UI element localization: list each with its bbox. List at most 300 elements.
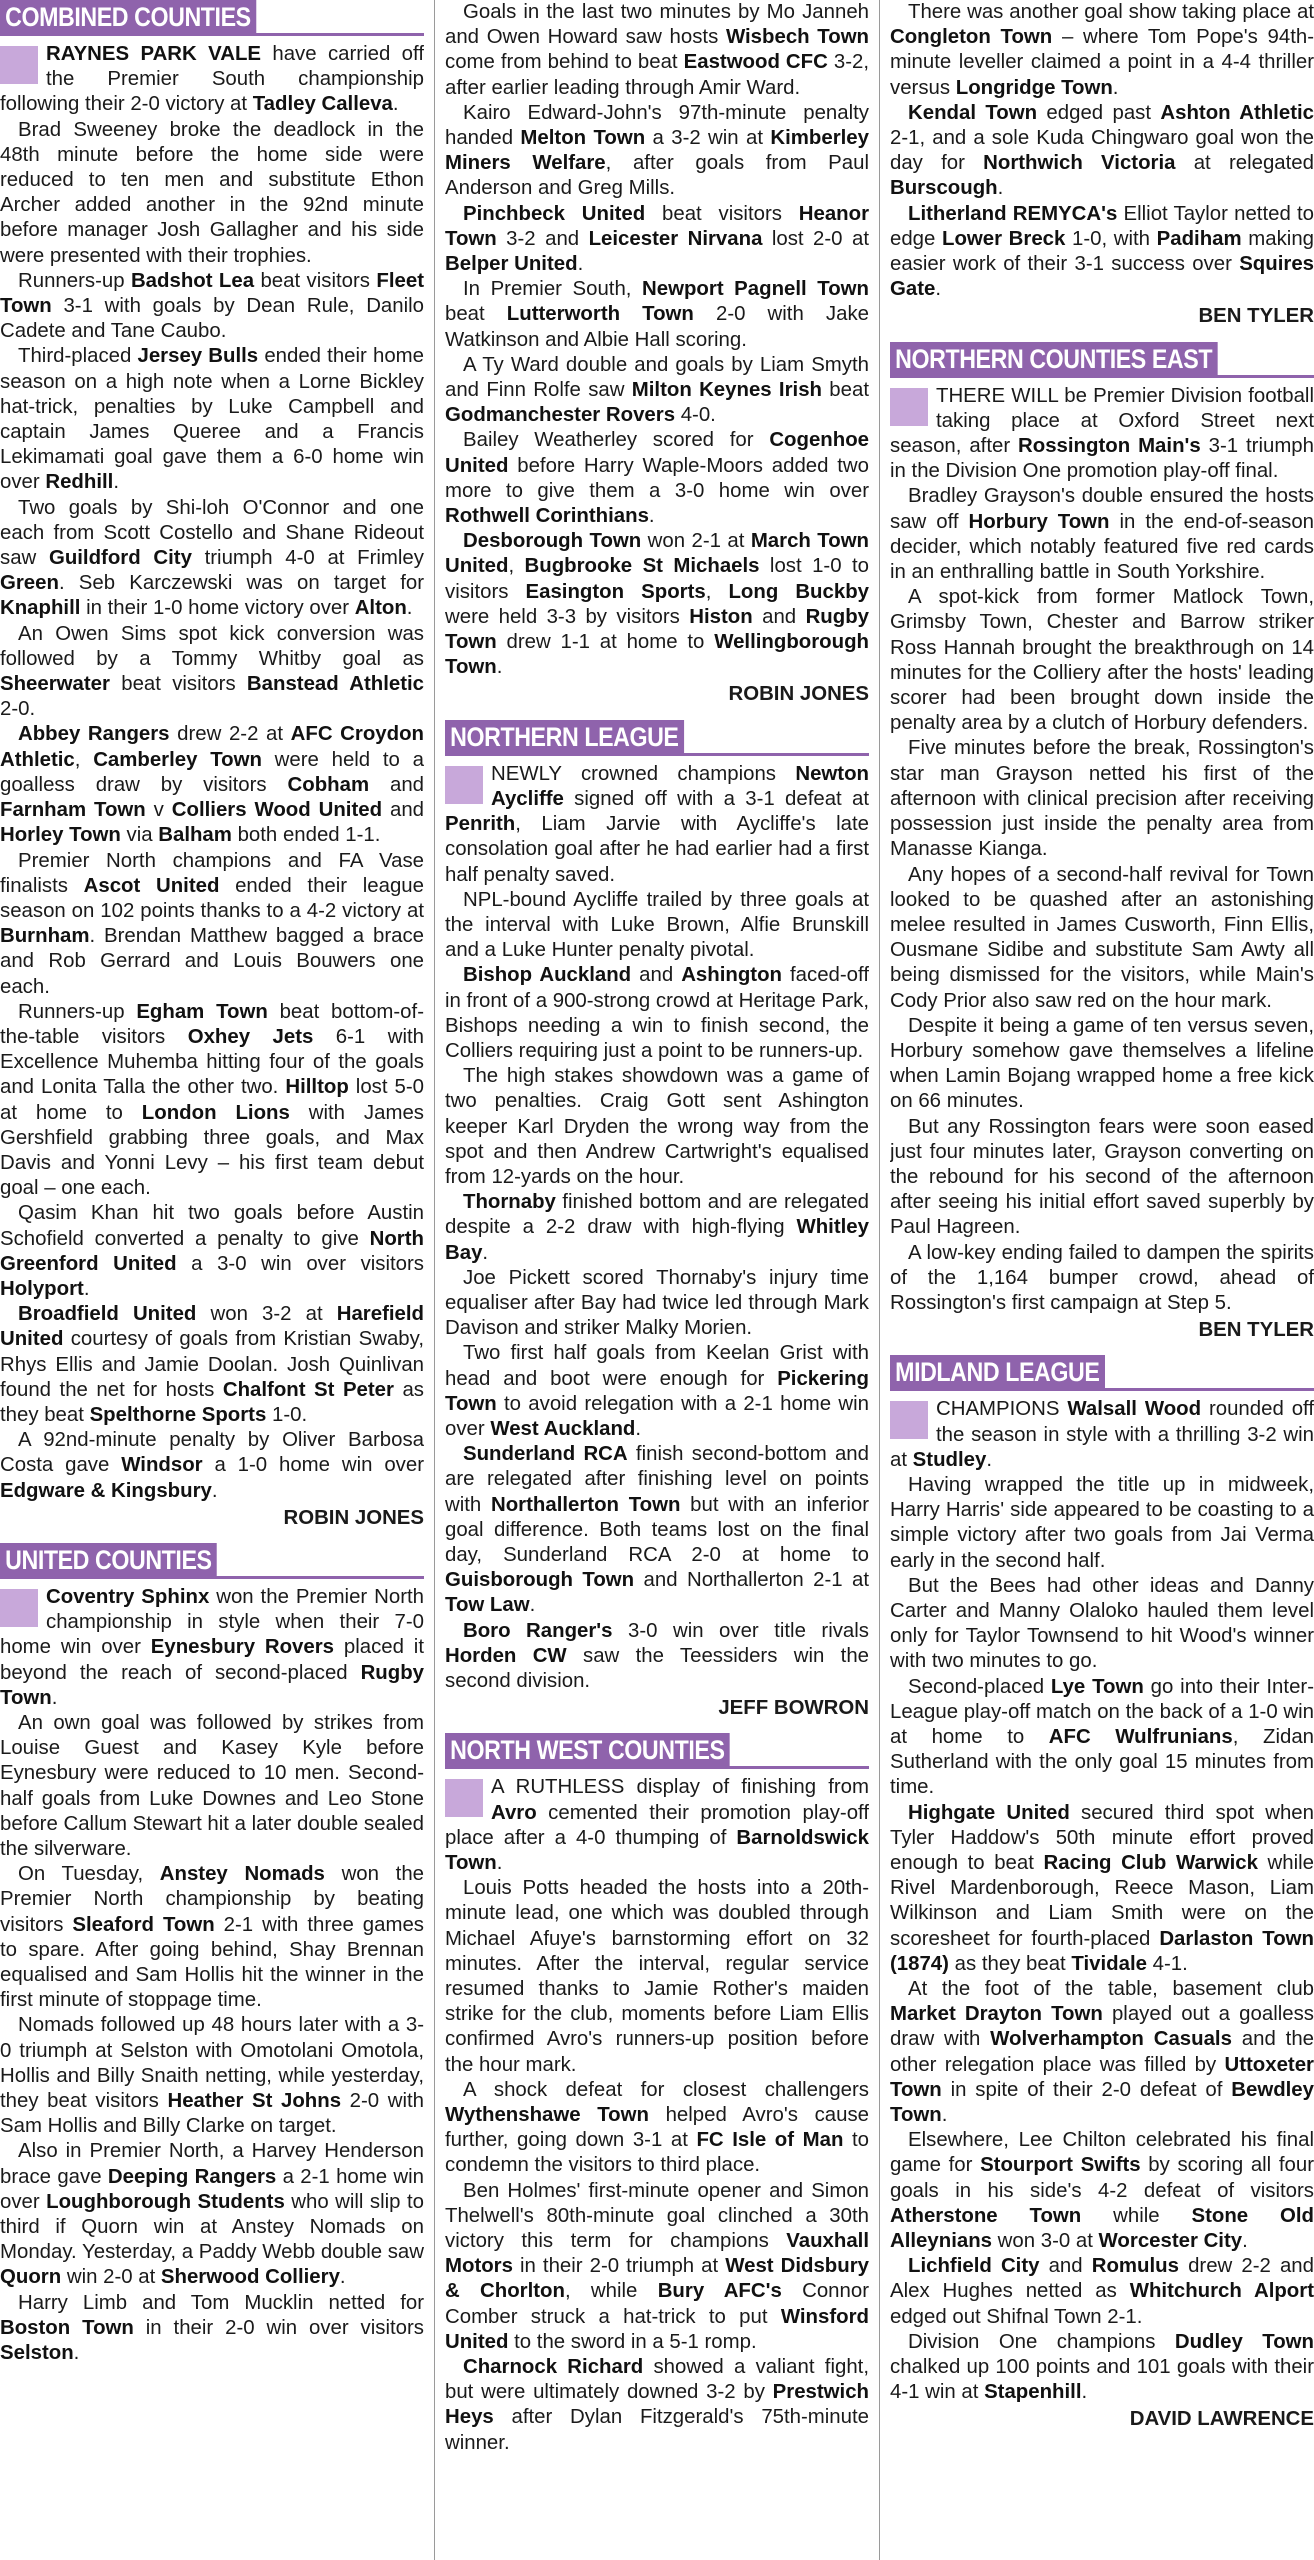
team-name: Tow Law — [445, 1594, 530, 1617]
team-name: Sleaford Town — [72, 1913, 215, 1936]
text-run: 2-0 with Sam Hollis and Billy Clarke on target. — [0, 2090, 424, 2138]
team-name: Balham — [158, 824, 232, 847]
text-run: 4-0. — [675, 404, 716, 427]
team-name: Heather St Johns — [167, 2090, 342, 2113]
team-name: Newton Aycliffe — [491, 762, 869, 810]
paragraph — [0, 2013, 424, 2139]
team-name: Wellingborough Town — [445, 631, 869, 679]
team-name: Easington Sports — [525, 580, 706, 603]
text-run: In Premier South, — [463, 278, 643, 301]
text-run: and Northallerton 2-1 at — [634, 1569, 869, 1592]
text-run: A shock defeat for closest challengers — [463, 2078, 869, 2101]
team-name: Leicester Nirvana — [588, 227, 763, 250]
team-name: Pickering Town — [445, 1367, 869, 1415]
paragraph — [890, 202, 1314, 303]
team-name: Loughborough Students — [46, 2190, 285, 2213]
team-name: Pinchbeck United — [463, 202, 646, 225]
paragraph — [890, 1115, 1314, 1241]
team-name: Histon — [689, 605, 753, 628]
team-name: Green — [0, 572, 59, 595]
text-run: 2-1, and a sole Kuda Chingwaro goal won the day for — [890, 127, 1314, 175]
text-run: . — [1112, 76, 1119, 99]
text-run: Louis Potts headed the hosts into a 20th-minute lead, one which was doubled through Michael Afuye's barnstorming effort on 32 minutes. After the interval, regular service resumed thanks to Jamie Rother's maiden strike for the club, moments before Liam Ellis confirmed Avro's runners-up position before the hour mark. — [445, 1877, 869, 2076]
team-name: March Town United — [445, 530, 869, 578]
paragraph — [0, 722, 424, 848]
team-name: Whitley Bay — [445, 1216, 869, 1264]
team-name: Windsor — [121, 1454, 203, 1477]
paragraph — [890, 2254, 1314, 2330]
text-run: . — [1242, 2230, 1248, 2253]
text-run: Runners-up — [18, 1000, 137, 1023]
heading-rule — [445, 1766, 869, 1769]
paragraph — [0, 849, 424, 1000]
text-run: who will slip to third if Quorn win at Anstey Nomads on Monday. Yesterday, a Paddy Webb double saw — [0, 2190, 424, 2264]
team-name: Guisborough Town — [445, 1569, 635, 1592]
team-name: Bishop Auckland — [463, 964, 632, 987]
team-name: Stapenhill — [984, 2381, 1082, 2404]
text-run: faced-off in front of a 900-strong crowd at Heritage Park, Bishops needing a win to finish second, the Colliers requiring just a point to be runners-up. — [445, 964, 869, 1062]
team-name: Lye Town — [1050, 1675, 1144, 1698]
text-run: . Seb Karczewski was on target for — [58, 572, 424, 595]
text-run: Having wrapped the title up in midweek, Harry Harris' side appeared to be coasting to a simple victory after two goals from Jai Verma early in the second half. — [890, 1473, 1314, 1572]
text-run: Also in Premier North, a Harvey Henderson brace gave — [0, 2140, 424, 2188]
team-name: Oxhey Jets — [187, 1025, 314, 1048]
team-name: Padiham — [1156, 227, 1242, 250]
text-run: Goals in the last two minutes by Mo Janneh and Owen Howard saw hosts — [445, 1, 869, 49]
team-name: Atherstone Town — [890, 2204, 1082, 2227]
team-name: Ashton Athletic — [1160, 101, 1314, 124]
text-run: An own goal was followed by strikes from Louise Guest and Kasey Kyle before Eynesbury were reduced to 10 men. Second-half goals from Luke Downes and Leo Stone before Callum Stewart hit a later double sealed the silverware. — [0, 1712, 424, 1861]
team-name: Edgware & Kingsbury — [0, 1479, 212, 1502]
team-name: Cogenhoe United — [445, 429, 869, 477]
text-run: lost 1-0 to visitors — [445, 555, 869, 603]
article-body — [445, 762, 869, 1695]
team-name: Prestwich Heys — [445, 2381, 869, 2429]
text-run: v — [145, 799, 172, 822]
team-name: Alton — [354, 597, 407, 620]
team-name: Rugby Town — [0, 1661, 424, 1709]
text-run: but with an inferior goal difference. Both teams lost on the final day, Sunderland RCA 2-0 at home to — [445, 1493, 869, 1566]
team-name: Belper United — [445, 253, 578, 276]
section-title: COMBINED COUNTIES — [0, 0, 256, 34]
text-run: At the foot of the table, basement club — [908, 1978, 1314, 2001]
text-run: won 2-1 at — [641, 530, 751, 553]
paragraph — [0, 1000, 424, 1202]
team-name: Hilltop — [285, 1076, 349, 1099]
paragraph — [445, 101, 869, 202]
text-run: . — [482, 1241, 489, 1264]
article-body — [890, 0, 1314, 302]
team-name: Squires Gate — [890, 253, 1314, 301]
text-run: , Liam Jarvie with Aycliffe's late consolation goal after he had earlier had a first half penalty saved. — [445, 813, 869, 886]
heading-rule — [0, 33, 424, 36]
paragraph — [890, 863, 1314, 1014]
team-name: Kendal Town — [908, 101, 1038, 124]
north-west-counties-continued — [890, 0, 1314, 330]
paragraph — [890, 384, 1314, 485]
drop-cap-block — [445, 766, 483, 804]
article-body — [0, 1585, 424, 2366]
article-body — [445, 0, 869, 680]
drop-cap-block — [890, 1401, 928, 1439]
byline: JEFF BOWRON — [718, 1697, 869, 1720]
team-name: Winsford United — [445, 2305, 869, 2353]
team-name: Lower Breck — [942, 227, 1066, 250]
text-run: to avoid relegation with a 2-1 home win over — [445, 1392, 869, 1440]
paragraph — [0, 1711, 424, 1862]
team-name: Litherland REMYCA's — [908, 202, 1118, 225]
text-run: triumph 4-0 at Frimley — [191, 547, 424, 570]
text-run: won the Premier North championship in style when their 7-0 home win over — [0, 1585, 424, 1659]
team-name: Burnham — [0, 925, 90, 948]
paragraph — [890, 1977, 1314, 2128]
team-name: Vauxhall Motors — [445, 2230, 869, 2278]
byline: DAVID LAWRENCE — [1129, 2408, 1314, 2431]
team-name: AFC Croydon Athletic — [0, 723, 424, 771]
text-run: Despite it being a game of ten versus seven, Horbury somehow gave themselves a lifeline when Lamin Bojang wrapped home a free kick on 66 minutes. — [890, 1014, 1314, 1113]
text-run: 3-1 triumph in the Division One promotion play-off final. — [890, 435, 1314, 483]
team-name: Bury AFC's — [657, 2280, 782, 2303]
text-run: , — [508, 555, 525, 578]
text-run: finished bottom and are relegated despite a 2-2 draw with high-flying — [445, 1191, 869, 1239]
text-run: . — [496, 1852, 503, 1875]
text-run: won 3-2 at — [196, 1303, 337, 1326]
text-run: as they beat — [0, 1378, 424, 1426]
team-name: Rossington Main's — [1018, 435, 1201, 458]
text-run: Third-placed — [18, 345, 138, 368]
team-name: West Didsbury & Chorlton — [445, 2255, 869, 2303]
team-name: Northwich Victoria — [983, 152, 1176, 175]
paragraph — [445, 1876, 869, 2078]
text-run: A low-key ending failed to dampen the spirits of the 1,164 bumper crowd, ahead of Rossington's first campaign at Step 5. — [890, 1241, 1314, 1314]
north-west-counties-section — [445, 1733, 869, 2455]
team-name: Farnham Town — [0, 799, 146, 822]
team-name: Barnoldswick Town — [445, 1826, 869, 1875]
section-title: NORTHERN COUNTIES EAST — [890, 342, 1217, 376]
team-name: North Greenford United — [0, 1227, 424, 1275]
text-run: 2-0 with Jake Watkinson and Albie Hall scoring. — [445, 303, 869, 351]
team-name: Walsall Wood — [1067, 1398, 1202, 1421]
paragraph — [445, 888, 869, 964]
text-run: drew 1-1 at home to — [496, 631, 715, 654]
section-heading — [890, 342, 1314, 378]
team-name: RAYNES PARK VALE — [46, 43, 261, 65]
team-name: Egham Town — [136, 1000, 268, 1023]
team-name: Melton Town — [520, 127, 646, 150]
team-name: Cobham — [287, 773, 370, 796]
team-name: Stone Old Alleynians — [890, 2204, 1314, 2253]
text-run: drew 2-2 at — [169, 723, 291, 746]
paragraph — [890, 585, 1314, 736]
text-run: were held to a goalless draw by visitors — [0, 748, 424, 796]
text-run: 1-0. — [266, 1403, 308, 1426]
paragraph — [445, 1775, 869, 1876]
text-run: A RUTHLESS display of finishing from — [491, 1776, 869, 1799]
midland-league-section — [890, 1355, 1314, 2432]
paragraph — [445, 762, 869, 888]
paragraph — [890, 484, 1314, 585]
text-run: have carried off the Premier South championship following their 2-0 victory at — [0, 43, 424, 116]
team-name: Long Buckby — [728, 580, 869, 603]
team-name: Ashington — [681, 964, 782, 987]
text-run: Bradley Grayson's double ensured the hosts saw off — [890, 485, 1314, 533]
team-name: Rugby Town — [445, 605, 869, 654]
team-name: Market Drayton Town — [890, 2003, 1103, 2026]
team-name: Spelthorne Sports — [89, 1403, 267, 1426]
team-name: Longridge Town — [955, 76, 1113, 99]
text-run: Harry Limb and Tom Mucklin netted for — [18, 2291, 424, 2314]
text-run: 3-0 win over title rivals — [612, 1619, 869, 1642]
team-name: Desborough Town — [463, 530, 642, 553]
text-run: making easier work of their 3-1 success over — [890, 227, 1314, 276]
text-run: come from behind to beat — [445, 51, 684, 74]
text-run: before Harry Waple-Moors added two more to give them a 3-0 home win over — [445, 454, 869, 502]
team-name: Tividale — [1071, 1952, 1147, 1975]
team-name: Newport Pagnell Town — [642, 278, 869, 301]
text-run: . — [496, 656, 503, 679]
team-name: Godmanchester Rovers — [445, 404, 676, 427]
paragraph — [0, 496, 424, 622]
text-run: win 2-0 at — [61, 2266, 161, 2289]
team-name: Highgate United — [908, 1801, 1070, 1824]
text-run: , while — [564, 2280, 658, 2303]
text-run: ended their home season on a high note when a Lorne Bickley hat-trick, penalties by Luke Campbell and captain James Queree and a Francis Lekimamati goal gave them a 6-0 home win over — [0, 345, 424, 494]
text-run: . — [529, 1594, 536, 1617]
text-run: secured third spot when Tyler Haddow's 50th minute effort proved enough to beat — [890, 1801, 1314, 1875]
text-run: beat visitors — [254, 269, 377, 292]
text-run: On Tuesday, — [18, 1863, 160, 1886]
team-name: Thornaby — [463, 1191, 556, 1214]
team-name: Avro — [491, 1801, 537, 1824]
team-name: Darlaston Town (1874) — [890, 1927, 1314, 1975]
text-run: to the sword in a 5-1 romp. — [508, 2330, 757, 2353]
article-body — [890, 1397, 1314, 2405]
text-run: edged out Shifnal Town 2-1. — [890, 2305, 1143, 2328]
team-name: AFC Wulfrunians — [1048, 1726, 1233, 1748]
text-run: , after goals from Paul Anderson and Greg Mills. — [445, 152, 869, 200]
section-heading — [445, 1733, 869, 1769]
text-run: via — [120, 824, 159, 847]
paragraph — [445, 1341, 869, 1442]
text-run: . — [941, 2104, 948, 2127]
team-name: Wisbech Town — [725, 26, 869, 49]
section-heading — [445, 720, 869, 756]
paragraph — [890, 1473, 1314, 1574]
paragraph — [890, 2128, 1314, 2254]
text-run: Division One champions — [908, 2330, 1175, 2353]
team-name: Eastwood CFC — [683, 51, 828, 74]
paragraph — [445, 202, 869, 278]
paragraph — [890, 1675, 1314, 1801]
team-name: Anstey Nomads — [159, 1863, 325, 1886]
text-run: 4-1. — [1146, 1952, 1188, 1975]
text-run: Qasim Khan hit two goals before Austin Schofield converted a penalty to give — [0, 1202, 424, 1250]
text-run: placed it beyond the reach of second-placed — [0, 1636, 424, 1684]
byline: BEN TYLER — [1198, 1319, 1314, 1342]
column-2 — [445, 0, 869, 2560]
paragraph — [0, 42, 424, 118]
team-name: Sherwood Colliery — [160, 2266, 340, 2289]
text-run: in their 2-0 win over visitors — [133, 2316, 424, 2339]
text-run: Bailey Weatherley scored for — [463, 429, 770, 452]
paragraph — [445, 2355, 869, 2456]
team-name: Penrith — [445, 813, 516, 836]
drop-cap-block — [0, 46, 38, 84]
team-name: Heanor Town — [445, 202, 869, 250]
text-run: as they beat — [948, 1952, 1072, 1975]
text-run: But any Rossington fears were soon eased just four minutes later, Grayson converting on the rebound for his second of the afternoon after seeing his initial effort saved superbly by Paul Hagreen. — [890, 1115, 1314, 1239]
team-name: Tadley Calleva — [252, 93, 393, 116]
text-run: beat bottom-of-the-table visitors — [0, 1000, 424, 1048]
team-name: Lichfield City — [908, 2255, 1040, 2278]
text-run: beat — [822, 379, 869, 402]
text-run: . — [635, 1417, 642, 1440]
text-run: . — [339, 2266, 346, 2289]
paragraph — [445, 1266, 869, 1342]
text-run: . — [51, 1686, 58, 1709]
team-name: Whitchurch Alport — [1129, 2280, 1314, 2303]
paragraph — [445, 277, 869, 353]
text-run: a 2-1 home win over — [0, 2165, 424, 2213]
heading-rule — [890, 375, 1314, 378]
text-run: . — [648, 505, 655, 528]
paragraph — [445, 428, 869, 529]
team-name: Horbury Town — [968, 510, 1110, 533]
team-name: Horden CW — [445, 1644, 567, 1667]
text-run: . — [986, 1448, 992, 1471]
byline: ROBIN JONES — [728, 683, 869, 706]
text-run: , Zidan Sutherland with the only goal 15 minutes from time. — [890, 1726, 1314, 1799]
text-run: and — [382, 799, 424, 822]
text-run: 3-2, after earlier leading through Amir Ward. — [445, 51, 869, 99]
text-run: with James Gershfield grabbing three goals, and Max Davis and Yonni Levy – his first team debut goal – one each. — [0, 1101, 424, 1200]
text-run: 6-1 with Excellence Muhemba hitting four of the goals and Lonita Talla the other two. — [0, 1025, 424, 1099]
text-run: and — [631, 964, 682, 987]
paragraph — [445, 1064, 869, 1190]
text-run: . — [577, 253, 584, 276]
text-run: after Dylan Fitzgerald's 75th-minute winner. — [445, 2406, 869, 2454]
paragraph — [0, 2291, 424, 2367]
text-run: Five minutes before the break, Rossington's star man Grayson netted his first of the afternoon with clinical precision after receiving possession just inside the penalty area from Manasse Kianga. — [890, 737, 1314, 861]
text-run: in the end-of-season decider, which notably featured five red cards in an enthralling battle in South Yorkshire. — [890, 510, 1314, 584]
text-run: while — [1081, 2204, 1192, 2227]
united-counties-section — [0, 1543, 424, 2366]
text-run: , — [74, 748, 94, 771]
team-name: Quorn — [0, 2266, 62, 2289]
section-title: UNITED COUNTIES — [0, 1543, 217, 1577]
team-name: Wolverhampton Casuals — [990, 2028, 1232, 2051]
section-heading — [890, 1355, 1314, 1391]
team-name: Lutterworth Town — [506, 303, 694, 326]
team-name: Burscough — [890, 177, 998, 200]
text-run: courtesy of goals from Kristian Swaby, Rhys Ellis and Jamie Doolan. Josh Quinlivan found the net for hosts — [0, 1328, 424, 1401]
text-run: 3-2 and — [496, 227, 589, 250]
text-run: Two first half goals from Keelan Grist with head and boot were enough for — [445, 1342, 869, 1390]
text-run: THERE WILL be Premier Division football taking place at Oxford Street next season, after — [890, 384, 1314, 458]
paragraph — [445, 0, 869, 101]
paragraph — [0, 118, 424, 269]
heading-rule — [445, 753, 869, 756]
paragraph — [0, 1585, 424, 1711]
combined-counties-section — [0, 0, 424, 1531]
paragraph — [890, 1241, 1314, 1317]
paragraph — [0, 344, 424, 495]
northern-counties-east-section — [890, 342, 1314, 1344]
text-run: signed off with a 3-1 defeat at — [563, 787, 869, 810]
team-name: Camberley Town — [93, 748, 262, 771]
team-name: Dudley Town — [1174, 2330, 1314, 2353]
text-run: NEWLY crowned champions — [491, 762, 796, 785]
paragraph — [445, 1190, 869, 1266]
team-name: Boro Ranger's — [463, 1619, 613, 1642]
paragraph — [0, 1201, 424, 1302]
text-run: in spite of their 2-0 defeat of — [941, 2078, 1232, 2101]
team-name: Badshot Lea — [130, 269, 255, 292]
northern-league-section — [445, 720, 869, 1722]
section-heading — [0, 1543, 424, 1579]
text-run: A spot-kick from former Matlock Town, Grimsby Town, Chester and Barrow striker Ross Hannah brought the breakthrough on 14 minutes for the Colliery after the hosts' leading scorer had been brought down inside the penalty area by a clutch of Horbury defenders. — [890, 586, 1314, 735]
text-run: . — [73, 2342, 80, 2365]
text-run: . — [113, 471, 119, 494]
text-run: and — [1039, 2255, 1092, 2278]
text-run: 2-0. — [0, 698, 36, 721]
paragraph — [445, 1619, 869, 1695]
text-run: 3-1 with goals by Dean Rule, Danilo Cadete and Tane Caubo. — [0, 295, 424, 343]
team-name: Milton Keynes Irish — [631, 379, 822, 402]
text-run: Elsewhere, Lee Chilton celebrated his final game for — [890, 2129, 1314, 2177]
paragraph — [445, 2179, 869, 2355]
team-name: Coventry Sphinx — [46, 1585, 210, 1608]
text-run: . — [406, 597, 413, 620]
text-run: . Brendan Matthew bagged a brace and Rob Gerrard and Louis Bouwers one each. — [0, 925, 424, 998]
paragraph — [0, 269, 424, 345]
text-run: The high stakes showdown was a game of two penalties. Craig Gott sent Ashington keeper Karl Dryden the wrong way from the spot and then Andrew Cartwright's equalised from 12-yards on the hour. — [445, 1065, 869, 1188]
paragraph — [890, 0, 1314, 101]
text-run: CHAMPIONS — [936, 1398, 1068, 1421]
text-run: and — [369, 773, 424, 796]
text-run: . — [211, 1479, 218, 1502]
text-run: . — [935, 278, 942, 301]
paragraph — [445, 353, 869, 429]
text-run: There was another goal show taking place at — [908, 1, 1314, 23]
text-run: helped Avro's cause further, going down 3-1 at — [445, 2104, 869, 2152]
paragraph — [445, 2078, 869, 2179]
text-run: Any hopes of a second-half revival for Town looked to be quashed after an astonishing melee resulted in James Cusworth, Finn Ellis, Ousmane Sidibe and substitute Sam Awty all being dismissed for the visitors, while Main's Cody Prior also saw red on the hour mark. — [890, 863, 1314, 1012]
team-name: Ascot United — [83, 874, 220, 897]
column-3 — [890, 0, 1314, 2560]
text-run: drew 2-2 and Alex Hughes netted as — [890, 2255, 1314, 2303]
text-run: while Rivel Mardenborough, Reece Mason, Liam Wilkinson and Liam Smith were on the scoresheet for fourth-placed — [890, 1852, 1314, 1950]
text-run: Second-placed — [908, 1675, 1051, 1698]
text-run: at relegated — [1175, 152, 1314, 175]
team-name: Northallerton Town — [491, 1493, 681, 1516]
paragraph — [445, 529, 869, 680]
text-run: Nomads followed up 48 hours later with a 3-0 triumph at Selston with Omotolani Omotola, Hollis and Billy Snaith netting, while yesterday, they beat visitors — [0, 2014, 424, 2113]
text-run: Joe Pickett scored Thornaby's injury time equaliser after Bay had twice led through Mark Davison and striker Malky Morien. — [445, 1266, 869, 1340]
text-run: a 3-2 win at — [645, 127, 771, 150]
team-name: Studley — [912, 1448, 987, 1471]
heading-rule — [0, 1576, 424, 1579]
text-run: . — [1081, 2381, 1088, 2404]
team-name: FC Isle of Man — [696, 2129, 844, 2152]
team-name: Wythenshawe Town — [445, 2104, 649, 2127]
text-run: . — [392, 93, 399, 116]
team-name: Guildford City — [48, 547, 192, 570]
text-run: saw the Teessiders win the second division. — [445, 1644, 869, 1692]
section-title: MIDLAND LEAGUE — [890, 1355, 1105, 1389]
text-run: chalked up 100 points and 101 goals with their 4-1 win at — [890, 2356, 1314, 2404]
column-rule-1 — [434, 0, 435, 2560]
